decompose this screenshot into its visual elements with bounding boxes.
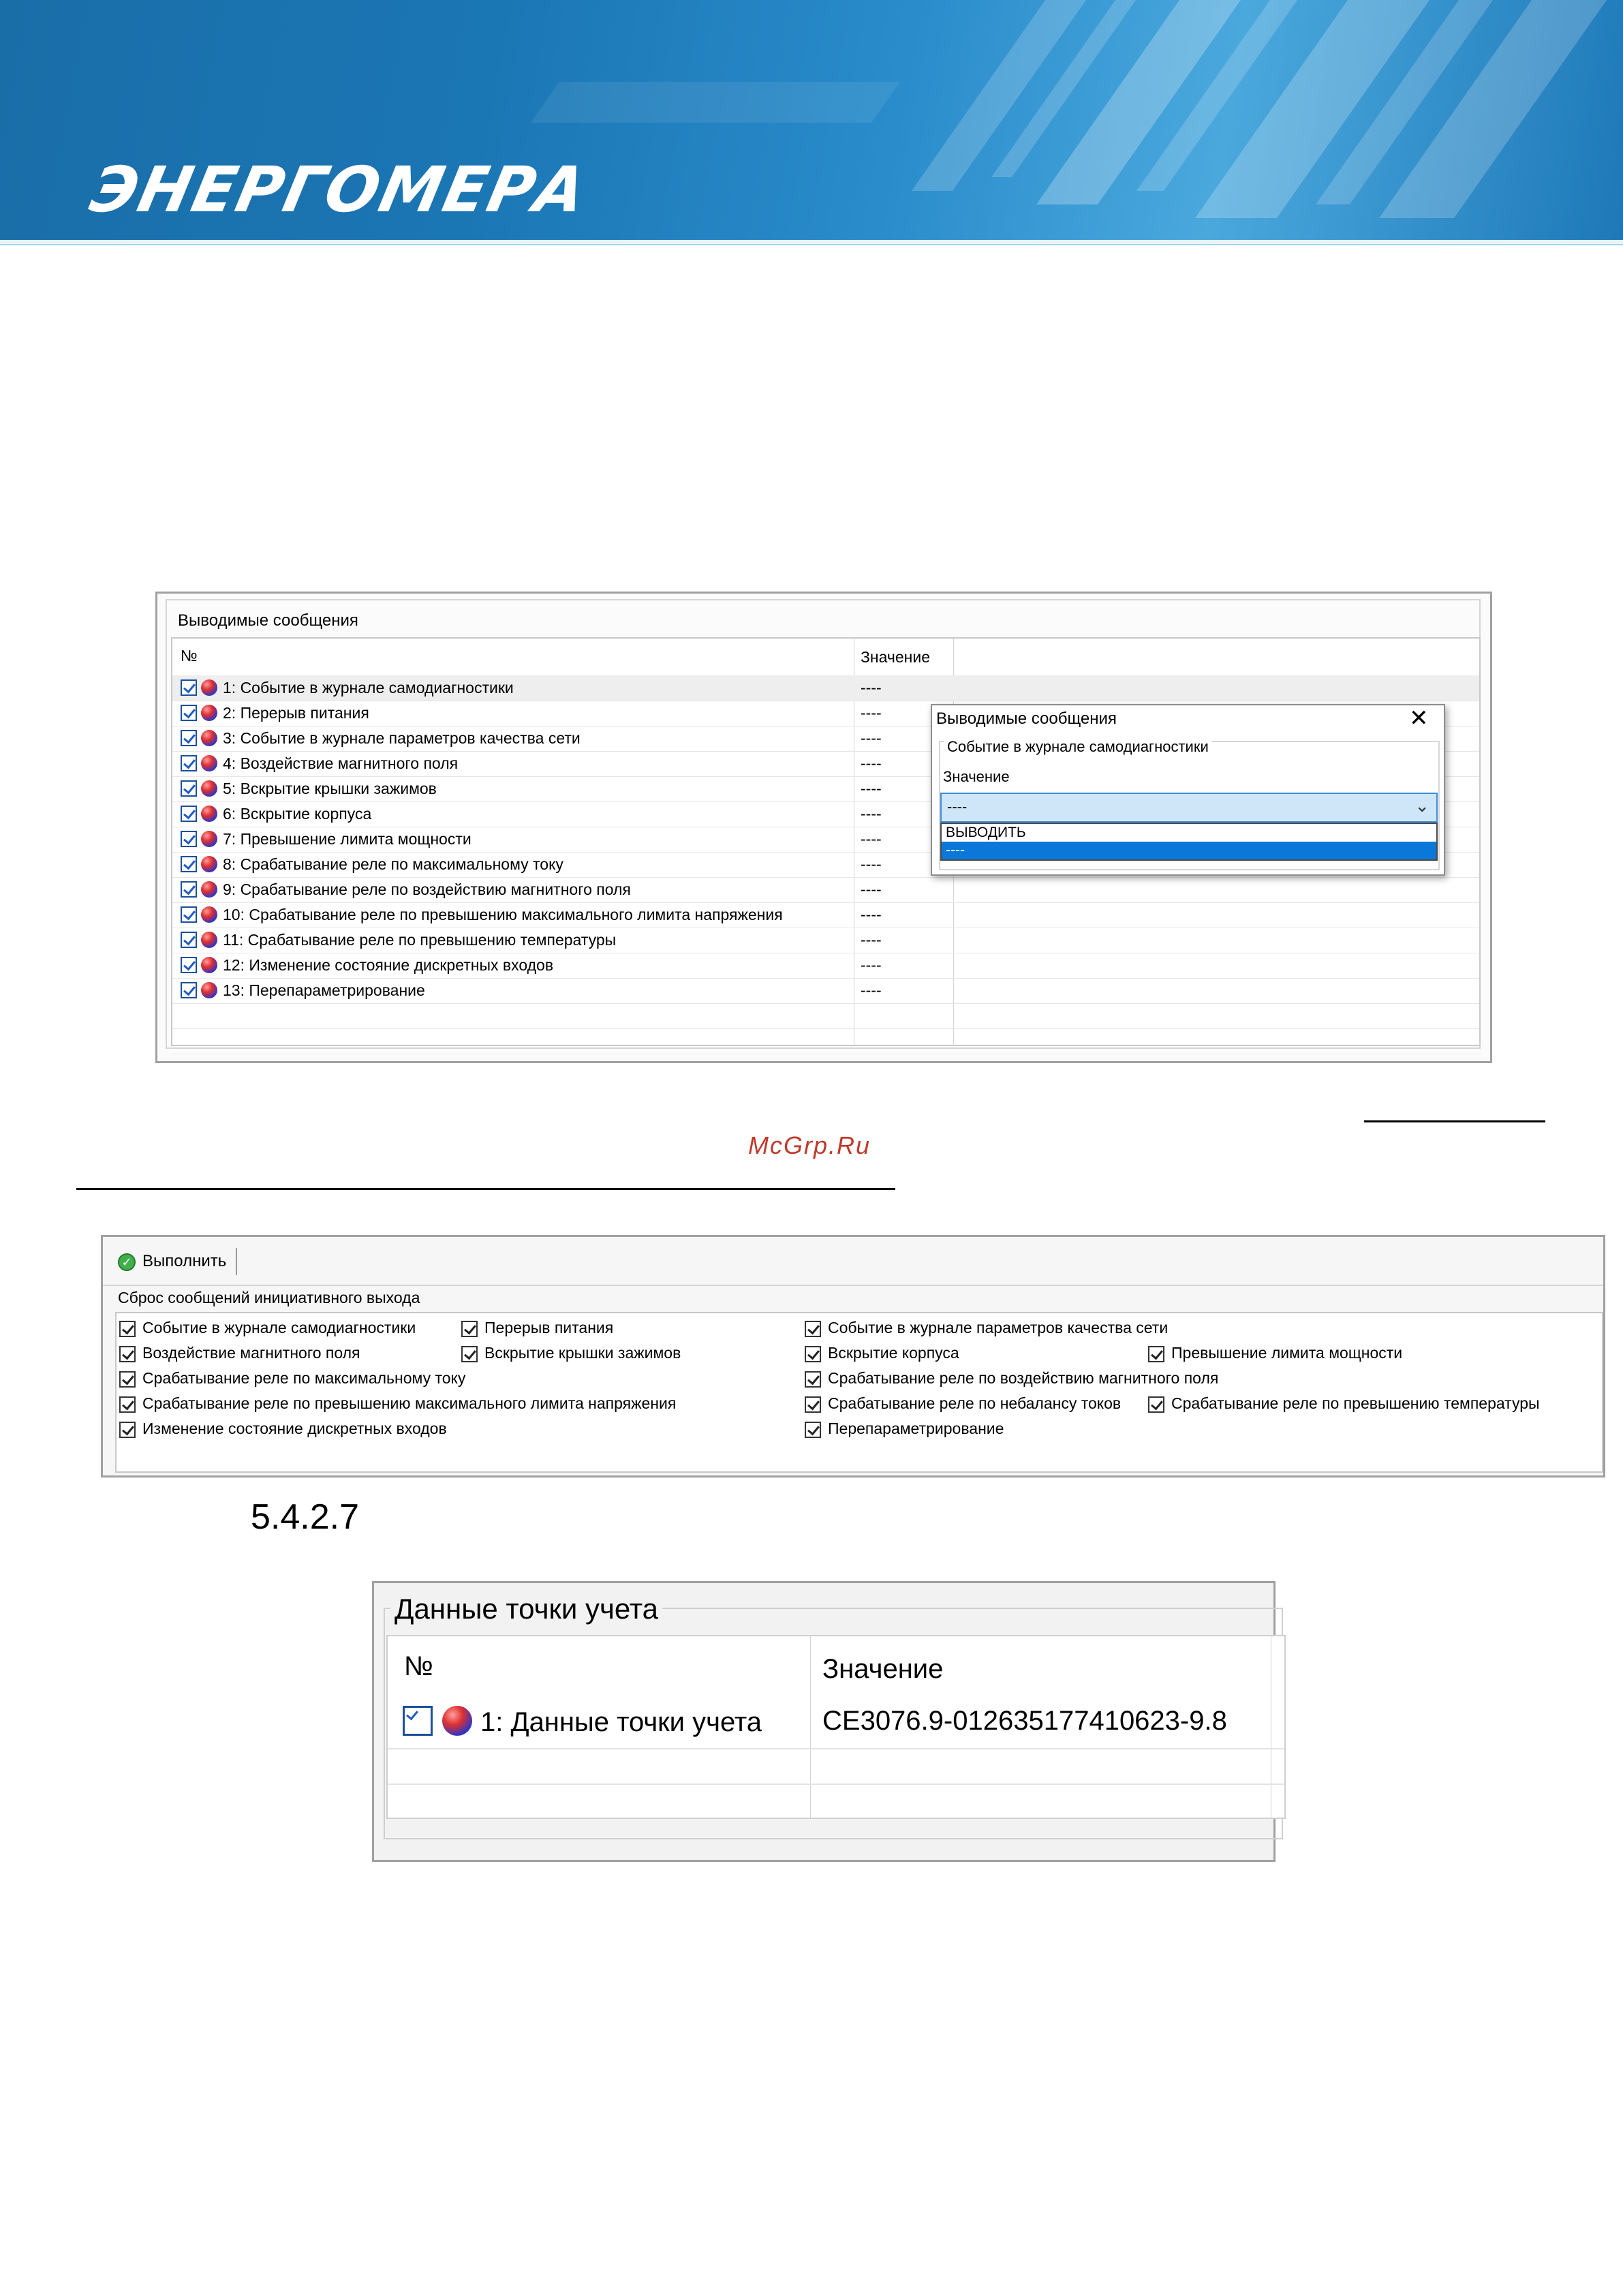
group-title: Выводимые сообщения [175, 611, 361, 630]
table-row[interactable] [172, 877, 1479, 903]
row-label: 8: Срабатывание реле по максимальному току [223, 855, 563, 873]
row-checkbox[interactable] [181, 881, 197, 898]
output-messages-panel [155, 592, 1492, 1063]
section-number: 5.4.2.7 [251, 1497, 360, 1537]
row-value: ---- [861, 931, 882, 949]
toolbar [103, 1237, 1603, 1286]
col-header-value: Значение [861, 648, 930, 666]
row-checkbox[interactable] [181, 780, 197, 797]
check-item[interactable]: Изменение состояние дискретных входов [119, 1420, 447, 1438]
group-title: Сброс сообщений инициативного выхода [118, 1289, 420, 1306]
dropdown-list [940, 823, 1438, 861]
check-item[interactable]: Вскрытие крышки зажимов [461, 1344, 681, 1362]
dialog-title: Выводимые сообщения [936, 709, 1117, 728]
row-label: 9: Срабатывание реле по воздействию магнитного поля [223, 881, 631, 898]
status-ball-icon [442, 1706, 472, 1736]
status-ball-icon [201, 856, 217, 872]
value-label: Значение [943, 768, 1010, 785]
table-row[interactable] [388, 1694, 1284, 1749]
reset-messages-panel [101, 1235, 1605, 1478]
empty-row [172, 1003, 1479, 1029]
table-row[interactable] [172, 675, 1479, 701]
row-value: ---- [861, 855, 882, 873]
row-label: 5: Вскрытие крышки зажимов [223, 780, 437, 797]
data-grid [386, 1635, 1286, 1819]
row-checkbox[interactable] [181, 932, 197, 948]
table-row[interactable] [172, 928, 1479, 953]
row-value: ---- [861, 830, 882, 848]
watermark: McGrp.Ru [748, 1131, 871, 1159]
check-circle-icon: ✓ [118, 1253, 136, 1271]
status-ball-icon [201, 831, 217, 847]
row-value: ---- [861, 805, 882, 823]
brand-logo: ЭНЕРГОМЕРА [84, 153, 594, 226]
row-label: 1: Событие в журнале самодиагностики [223, 679, 514, 697]
row-checkbox[interactable] [181, 831, 197, 847]
status-ball-icon [201, 881, 217, 898]
value-combobox[interactable] [940, 793, 1438, 823]
check-item[interactable]: Срабатывание реле по превышению максимального лимита напряжения [119, 1394, 676, 1413]
row-checkbox[interactable] [181, 679, 197, 696]
dialog-group-title: Событие в журнале самодиагностики [944, 738, 1211, 756]
row-label: 12: Изменение состояние дискретных входов [223, 956, 554, 974]
metering-point-panel [372, 1581, 1276, 1862]
row-label: 10: Срабатывание реле по превышению максимального лимита напряжения [223, 906, 783, 923]
row-value: ---- [861, 956, 882, 974]
row-value: ---- [861, 704, 882, 722]
check-item[interactable]: Срабатывание реле по воздействию магнитного поля [805, 1369, 1218, 1388]
row-label: 3: Событие в журнале параметров качества сети [223, 729, 581, 747]
status-ball-icon [201, 906, 217, 923]
row-label: 2: Перерыв питания [223, 704, 369, 722]
col-header-no: № [404, 1651, 433, 1681]
check-item[interactable]: Перерыв питания [461, 1319, 613, 1337]
row-value: ---- [861, 729, 882, 747]
row-label: 7: Превышение лимита мощности [223, 830, 472, 848]
row-checkbox[interactable] [181, 755, 197, 771]
check-item[interactable]: Событие в журнале параметров качества сети [805, 1319, 1168, 1337]
status-ball-icon [201, 730, 217, 746]
execute-button[interactable] [118, 1248, 237, 1275]
row-label: 13: Перепараметрирование [223, 981, 425, 999]
row-value: ---- [861, 906, 882, 923]
row-label: 6: Вскрытие корпуса [223, 805, 372, 823]
status-ball-icon [201, 679, 217, 696]
check-item[interactable]: Событие в журнале самодиагностики [119, 1319, 416, 1337]
status-ball-icon [201, 932, 217, 948]
row-value: ---- [861, 754, 882, 772]
row-checkbox[interactable] [181, 705, 197, 721]
option-dashes[interactable]: ---- [942, 842, 1436, 859]
table-row[interactable] [172, 978, 1479, 1004]
option-vyvodit[interactable]: ВЫВОДИТЬ [946, 825, 1026, 840]
check-item[interactable]: Срабатывание реле по превышению температуры [1148, 1394, 1540, 1413]
status-ball-icon [201, 780, 217, 797]
row-checkbox[interactable] [181, 806, 197, 822]
table-row[interactable] [172, 902, 1479, 928]
messages-dialog [931, 704, 1445, 876]
row-checkbox[interactable] [181, 730, 197, 746]
col-header-no: № [181, 647, 198, 664]
row-value: ---- [861, 679, 882, 697]
status-ball-icon [201, 806, 217, 822]
divider-line [1364, 1120, 1545, 1122]
row-label: 1: Данные точки учета [480, 1707, 762, 1737]
empty-row [172, 1028, 1479, 1054]
row-checkbox[interactable] [181, 982, 197, 998]
combo-value: ---- [947, 798, 968, 815]
check-item[interactable]: Вскрытие корпуса [805, 1344, 959, 1362]
divider-line [76, 1188, 895, 1190]
col-header-value: Значение [822, 1654, 944, 1684]
row-value: ---- [861, 881, 882, 898]
row-value: CE3076.9-012635177410623-9.8 [822, 1706, 1227, 1736]
table-row[interactable] [172, 953, 1479, 979]
row-checkbox[interactable] [181, 957, 197, 973]
chevron-down-icon[interactable]: ⌄ [1415, 795, 1429, 816]
check-item[interactable]: Перепараметрирование [805, 1420, 1004, 1438]
row-checkbox[interactable] [181, 906, 197, 923]
row-value: ---- [861, 780, 882, 797]
row-checkbox[interactable] [181, 856, 197, 872]
close-icon[interactable]: ✕ [1409, 705, 1429, 731]
check-item[interactable]: Воздействие магнитного поля [119, 1344, 360, 1362]
row-label: 11: Срабатывание реле по превышению температуры [223, 931, 617, 949]
status-ball-icon [201, 957, 217, 973]
check-item[interactable]: Срабатывание реле по небалансу токов [805, 1394, 1121, 1413]
status-ball-icon [201, 982, 217, 998]
check-item[interactable]: Превышение лимита мощности [1148, 1344, 1402, 1362]
row-label: 4: Воздействие магнитного поля [223, 754, 459, 772]
execute-label: Выполнить [142, 1252, 227, 1270]
row-checkbox[interactable] [403, 1706, 433, 1736]
row-value: ---- [861, 981, 882, 999]
check-item[interactable]: Срабатывание реле по максимальному току [119, 1369, 465, 1388]
status-ball-icon [201, 705, 217, 721]
group-title: Данные точки учета [390, 1593, 662, 1625]
status-ball-icon [201, 755, 217, 771]
